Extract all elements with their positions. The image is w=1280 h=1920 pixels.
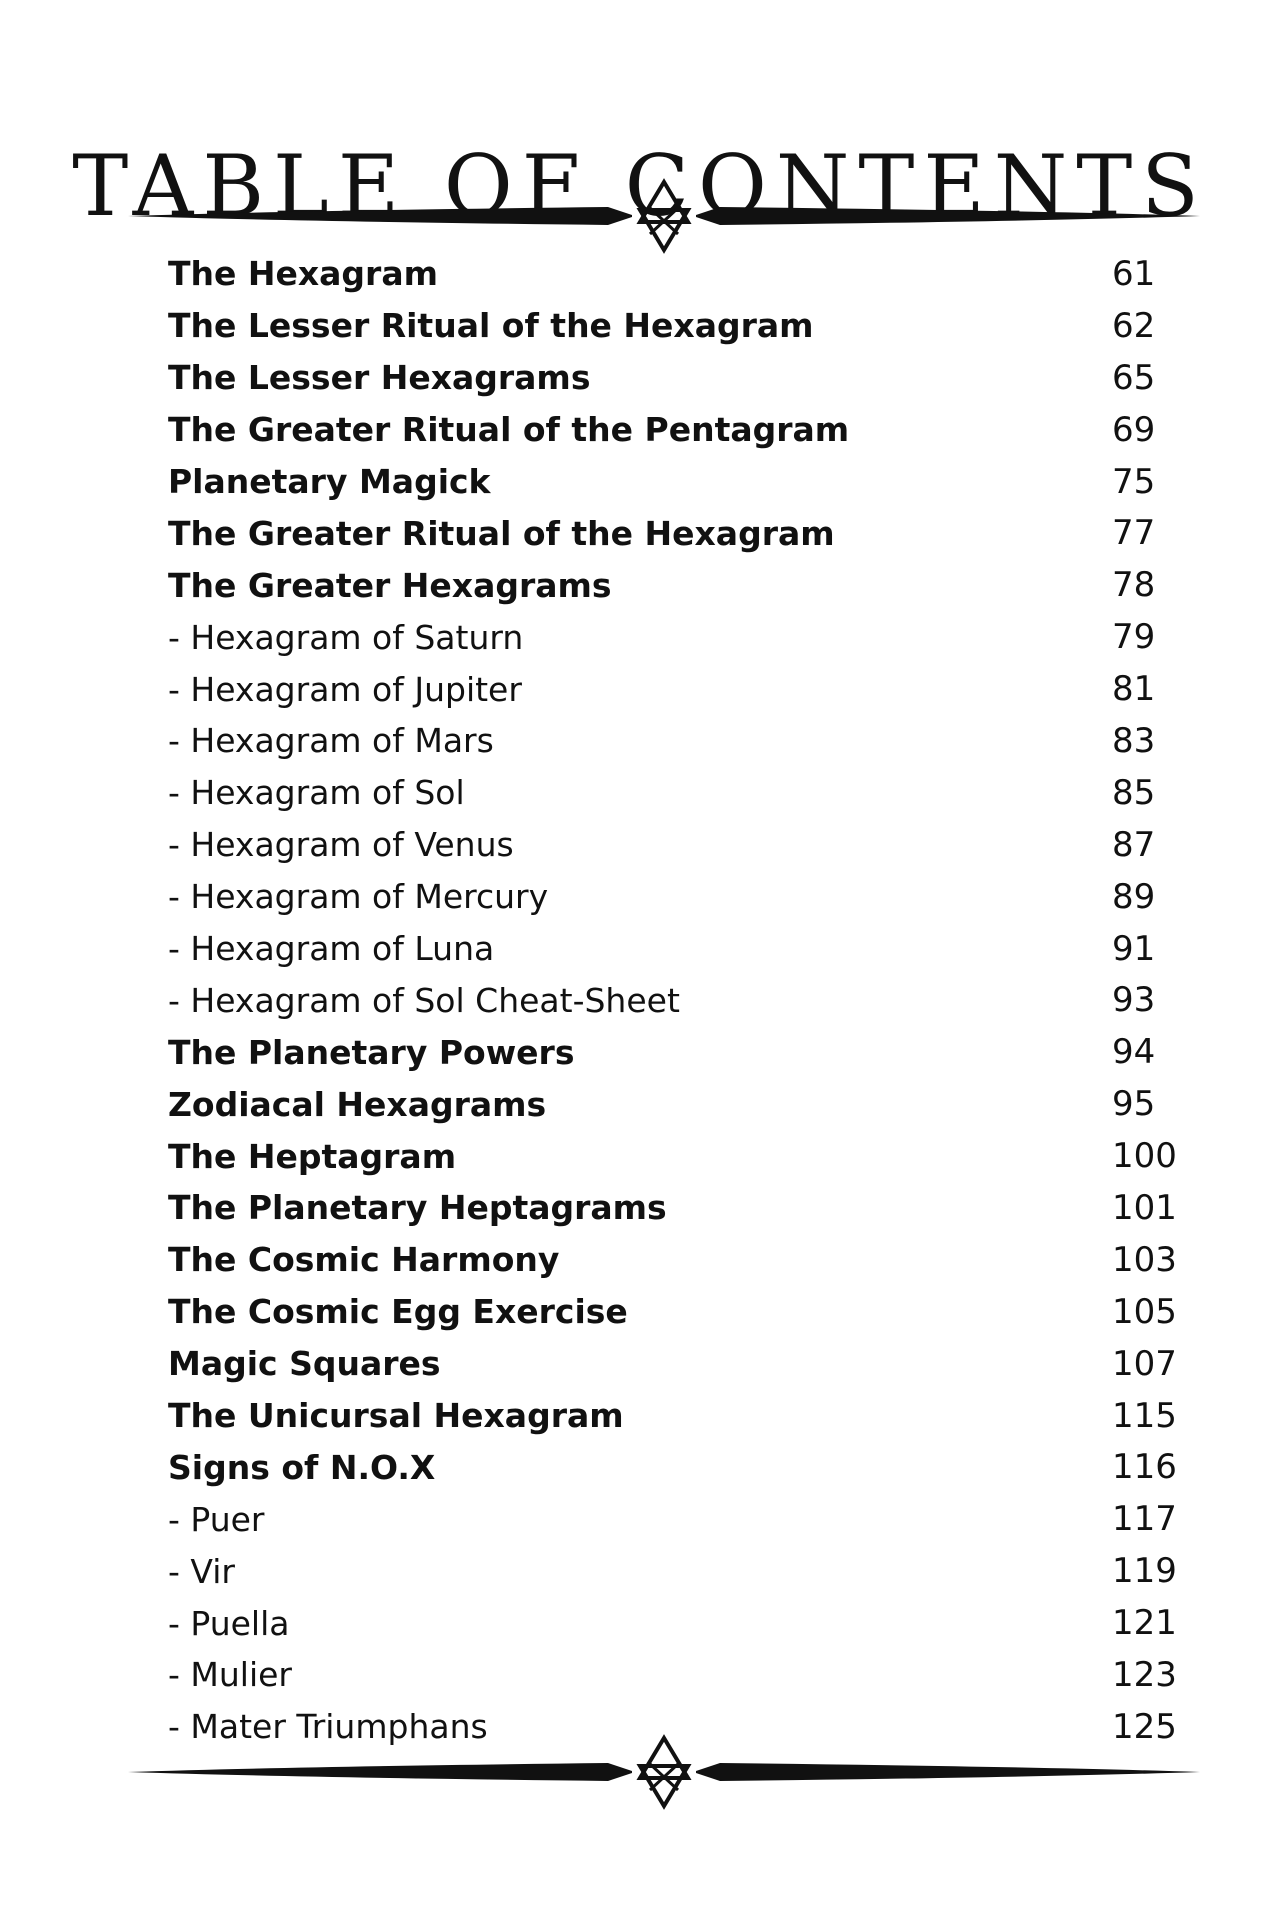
toc-entry-title: The Cosmic Egg Exercise (168, 1292, 628, 1332)
toc-subentry[interactable] (168, 1649, 1180, 1701)
table-of-contents (168, 248, 1180, 1753)
toc-page-number: 78 (1112, 565, 1156, 606)
toc-entry[interactable] (168, 300, 1180, 352)
toc-page-number: 100 (1112, 1136, 1177, 1177)
toc-entry[interactable] (168, 559, 1180, 611)
toc-entry-title: - Mulier (168, 1655, 292, 1695)
toc-entry[interactable] (168, 352, 1180, 404)
toc-page-number: 77 (1112, 513, 1156, 554)
toc-page-number: 94 (1112, 1032, 1156, 1073)
toc-entry-title: The Planetary Heptagrams (168, 1188, 667, 1228)
bottom-divider (128, 1732, 1200, 1812)
toc-entry[interactable] (168, 404, 1180, 456)
toc-entry[interactable] (168, 1338, 1180, 1390)
top-divider (128, 176, 1200, 256)
toc-page-number: 81 (1112, 669, 1156, 710)
toc-subentry[interactable] (168, 819, 1180, 871)
toc-page-number: 83 (1112, 720, 1156, 761)
toc-page-number: 101 (1112, 1187, 1177, 1228)
toc-page-number: 61 (1112, 253, 1156, 294)
toc-entry-title: The Unicursal Hexagram (168, 1396, 624, 1436)
page-title: TABLE OF CONTENTS (72, 137, 1208, 236)
toc-subentry[interactable] (168, 715, 1180, 767)
toc-entry[interactable] (168, 1234, 1180, 1286)
toc-page-number: 107 (1112, 1343, 1177, 1384)
toc-subentry[interactable] (168, 767, 1180, 819)
toc-entry[interactable] (168, 1286, 1180, 1338)
toc-page-number: 93 (1112, 980, 1156, 1021)
toc-entry-title: Signs of N.O.X (168, 1447, 436, 1487)
toc-page-number: 117 (1112, 1499, 1177, 1540)
toc-entry-title: The Greater Ritual of the Hexagram (168, 513, 835, 553)
toc-entry-title: The Lesser Ritual of the Hexagram (168, 306, 814, 346)
toc-entry-title: - Hexagram of Jupiter (168, 669, 522, 709)
toc-entry-title: - Mater Triumphans (168, 1707, 488, 1747)
toc-subentry[interactable] (168, 611, 1180, 663)
toc-page-number: 91 (1112, 928, 1156, 969)
toc-entry-title: - Hexagram of Sol Cheat-Sheet (168, 980, 680, 1020)
toc-entry-title: - Puella (168, 1603, 290, 1643)
toc-page-number: 115 (1112, 1395, 1177, 1436)
toc-entry-title: Planetary Magick (168, 462, 491, 501)
toc-entry-title: - Hexagram of Venus (168, 825, 514, 865)
toc-entry-title: - Puer (168, 1499, 265, 1539)
toc-entry[interactable] (168, 456, 1180, 508)
toc-entry[interactable] (168, 507, 1180, 559)
toc-entry[interactable] (168, 1182, 1180, 1234)
unicursal-hexagram-icon (640, 182, 688, 250)
toc-entry-title: The Hexagram (168, 254, 438, 294)
toc-page-number: 123 (1112, 1654, 1177, 1695)
toc-page-number: 89 (1112, 876, 1156, 917)
toc-page-number: 121 (1112, 1603, 1177, 1644)
unicursal-hexagram-icon (640, 1738, 688, 1806)
toc-page-number: 62 (1112, 305, 1156, 346)
toc-page-number: 95 (1112, 1084, 1156, 1125)
toc-entry[interactable] (168, 1026, 1180, 1078)
toc-page-number: 85 (1112, 772, 1156, 813)
toc-entry[interactable] (168, 1390, 1180, 1442)
toc-page-number: 103 (1112, 1239, 1177, 1280)
toc-page-number: 69 (1112, 409, 1156, 450)
toc-subentry[interactable] (168, 663, 1180, 715)
toc-subentry[interactable] (168, 1493, 1180, 1545)
toc-subentry[interactable] (168, 1545, 1180, 1597)
toc-entry-title: The Cosmic Harmony (168, 1240, 560, 1280)
toc-subentry[interactable] (168, 974, 1180, 1026)
toc-entry-title: - Hexagram of Sol (168, 773, 465, 813)
toc-entry-title: The Planetary Powers (168, 1032, 575, 1072)
toc-entry-title: The Lesser Hexagrams (168, 358, 591, 398)
toc-page-number: 79 (1112, 617, 1156, 658)
toc-page-number: 119 (1112, 1551, 1177, 1592)
toc-entry-title: - Vir (168, 1551, 235, 1591)
toc-page-number: 116 (1112, 1447, 1177, 1488)
toc-entry-title: - Hexagram of Luna (168, 929, 495, 969)
toc-subentry[interactable] (168, 923, 1180, 975)
toc-subentry[interactable] (168, 871, 1180, 923)
toc-page-number: 87 (1112, 824, 1156, 865)
toc-entry-title: The Greater Ritual of the Pentagram (168, 410, 850, 450)
toc-page-number: 65 (1112, 357, 1156, 398)
toc-entry-title: - Hexagram of Mars (168, 721, 494, 761)
toc-entry[interactable] (168, 1130, 1180, 1182)
toc-entry[interactable] (168, 1441, 1180, 1493)
toc-page-number: 75 (1112, 461, 1156, 502)
toc-subentry[interactable] (168, 1597, 1180, 1649)
toc-entry-title: - Hexagram of Mercury (168, 877, 549, 917)
toc-entry-title: - Hexagram of Saturn (168, 617, 524, 657)
toc-entry-title: Magic Squares (168, 1344, 441, 1384)
toc-entry[interactable] (168, 1078, 1180, 1130)
toc-entry-title: Zodiacal Hexagrams (168, 1084, 547, 1124)
toc-entry[interactable] (168, 248, 1180, 300)
toc-entry-title: The Heptagram (168, 1136, 457, 1176)
toc-page-number: 125 (1112, 1706, 1177, 1747)
toc-entry-title: The Greater Hexagrams (168, 565, 612, 605)
toc-page-number: 105 (1112, 1291, 1177, 1332)
